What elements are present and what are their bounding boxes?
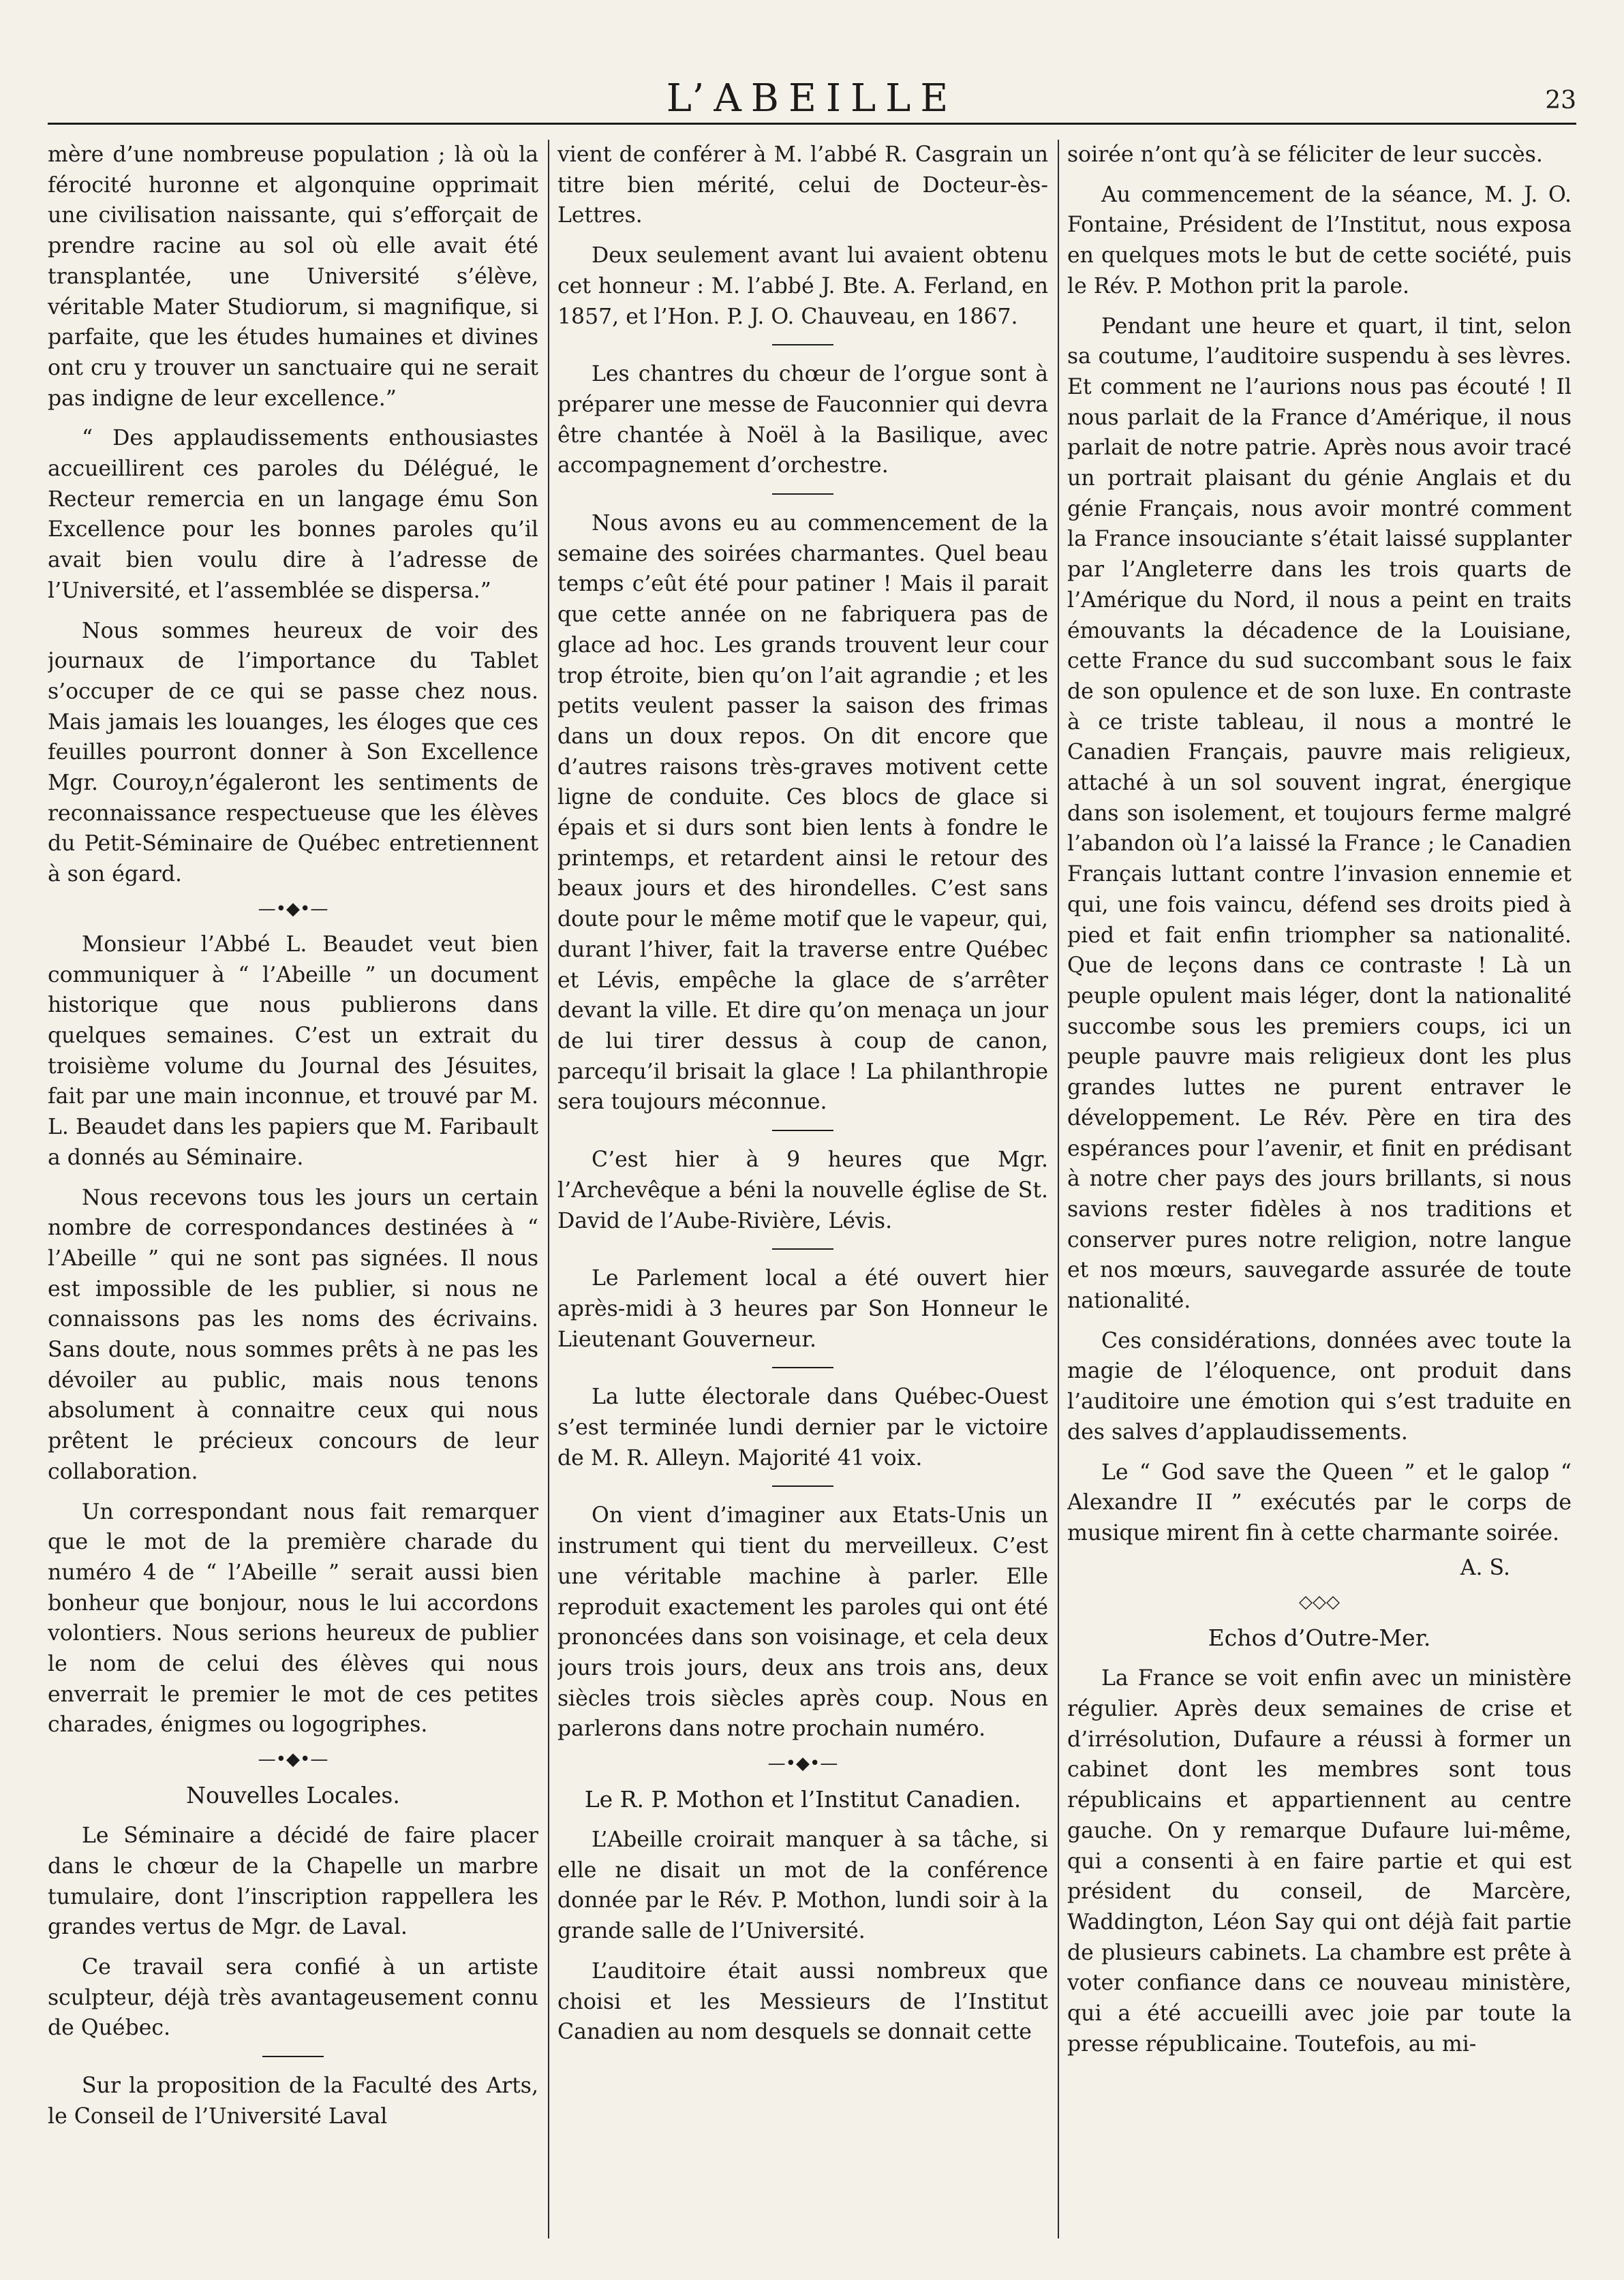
page-header [48, 75, 1576, 125]
paragraph: “ Des applaudissements enthousiastes accueillirent ces paroles du Délégué, le Recteur remercia en un langage ému Son Excellence pour les bonnes paroles qu’il avait bien voulu dire à l’adresse de l’Université, et l’assemblée se dispersa.” [48, 426, 538, 603]
separator-ornament: —•◆•— [258, 1749, 328, 1770]
column-3 [1067, 140, 1572, 2238]
paragraph: Le Séminaire a décidé de faire placer dans le chœur de la Chapelle un marbre tumulaire, dont l’inscription rappellera les grandes vertus de Mgr. de Laval. [48, 1823, 538, 1940]
paragraph: La lutte électorale dans Québec-Ouest s’est terminée lundi dernier par le victoire de M. R. Alleyn. Majorité 41 voix. [557, 1385, 1048, 1470]
section-heading: Echos d’Outre-Mer. [1208, 1624, 1431, 1652]
paragraph: Le “ God save the Queen ” et le galop “ Alexandre II ” exécutés par le corps de musique mirent fin à cette charmante soirée. [1067, 1460, 1572, 1545]
paragraph: Au commencement de la séance, M. J. O. Fontaine, Président de l’Institut, nous exposa en quelques mots le but de cette société, puis le Rév. P. Mothon prit la parole. [1067, 182, 1572, 298]
separator-rule [772, 1248, 833, 1250]
paragraph: soirée n’ont qu’à se féliciter de leur succès. [1067, 142, 1543, 167]
paragraph: La France se voit enfin avec un ministère régulier. Après deux semaines de crise et d’irrésolution, Dufaure a réussi à former un cabinet dont les membres sont tous républicains et appartiennent au centre gauche. On y remarque Dufaure lui-même, qui a consenti à en faire partie et qui est président du conseil, de Marcère, Waddington, Léon Say qui ont déjà fait partie de plusieurs cabinets. La chambre est prête à voter confiance dans ce nouveau ministère, qui a été accueilli avec joie par toute la presse républicaine. Toutefois, au mi- [1067, 1666, 1572, 2056]
paragraph: On vient d’imaginer aux Etats-Unis un instrument qui tient du merveilleux. C’est une véritable machine à parler. Elle reproduit exactement les paroles qui ont été prononcées dans son voisinage, et cela deux jours trois jours, deux ans trois ans, deux siècles trois siècles après coup. Nous en parlerons dans notre prochain numéro. [557, 1503, 1048, 1742]
separator-rule [772, 1367, 833, 1368]
paragraph: Deux seulement avant lui avaient obtenu cet honneur : M. l’abbé J. Bte. A. Ferland, en 1857, et l’Hon. P. J. O. Chauveau, en 1867. [557, 243, 1048, 329]
paragraph: Nous recevons tous les jours un certain nombre de correspondances destinées à “ l’Abeille ” qui ne sont pas signées. Il nous est impossible de les publier, si nous ne connaissons pas les noms des écrivains. Sans doute, nous sommes prêts à ne pas les dévoiler au public, mais nous tenons absolument à connaitre ceux qui nous prêtent le précieux concours de leur collaboration. [48, 1185, 538, 1484]
paragraph: Les chantres du chœur de l’orgue sont à préparer une messe de Fauconnier qui devra être chantée à Noël à la Basilique, avec accompagnement d’orchestre. [557, 362, 1048, 478]
column-rule [1058, 140, 1059, 2238]
paragraph: Le Parlement local a été ouvert hier après-midi à 3 heures par Son Honneur le Lieutenant Gouverneur. [557, 1266, 1048, 1352]
separator-rule [262, 2056, 324, 2057]
separator-ornament: —•◆•— [767, 1753, 838, 1774]
column-1 [48, 140, 538, 2238]
separator-ornament: ◇◇◇ [1299, 1592, 1340, 1613]
paragraph: Ces considérations, données avec toute la magie de l’éloquence, ont produit dans l’auditoire une émotion qui s’est traduite en des salves d’applaudissements. [1067, 1328, 1572, 1445]
page-number: 23 [1545, 87, 1576, 114]
paragraph: Nous avons eu au commencement de la semaine des soirées charmantes. Quel beau temps c’eût été pour patiner ! Mais il parait que cette année on ne fabriquera pas de glace ad hoc. Les grands trouvent leur cour trop étroite, bien qu’on l’ait agrandie ; et les petits veulent passer la saison des frimas dans un doux repos. On dit encore que d’autres raisons très-graves motivent cette ligne de conduite. Ces blocs de glace si épais et si durs sont bien lents à fondre le printemps, et retardent ainsi le retour des beaux jours et des hirondelles. C’est sans doute pour le même motif que le vapeur, qui, durant l’hiver, fait la traverse entre Québec et Lévis, empêche la glace de s’arrêter devant la ville. Et dire qu’on menaça un jour de lui tirer dessus à coup de canon, parcequ’il brisait la glace ! La philanthropie sera toujours méconnue. [557, 511, 1048, 1115]
section-heading: Le R. P. Mothon et l’Institut Canadien. [584, 1786, 1022, 1813]
separator-rule [772, 344, 833, 345]
separator-rule [772, 1130, 833, 1131]
section-heading: Nouvelles Locales. [186, 1782, 400, 1809]
separator-ornament: —•◆•— [258, 898, 328, 919]
paragraph: Sur la proposition de la Faculté des Arts, le Conseil de l’Université Laval [48, 2074, 538, 2129]
masthead-title: L’ABEILLE [666, 76, 958, 121]
column-2 [557, 140, 1048, 2238]
paragraph: L’Abeille croirait manquer à sa tâche, si elle ne disait un mot de la conférence donnée par le Rév. P. Mothon, lundi soir à la grande salle de l’Université. [557, 1828, 1048, 1944]
paragraph: Pendant une heure et quart, il tint, selon sa coutume, l’auditoire suspendu à ses lèvres. Et comment ne l’aurions nous pas écouté ! Il nous parlait de la France d’Amérique, il nous parlait de notre patrie. Après nous avoir tracé un portrait plaisant du génie Anglais et du génie Français, nous avoir montré comment la France insouciante s’était laissé supplanter par l’Angleterre dans les trois quarts de l’Amérique du Nord, il nous a peint en traits émouvants la décadence de la Louisiane, cette France du sud succombant sous le faix de son opulence et de son luxe. En contraste à ce triste tableau, il nous a montré le Canadien Français, pauvre mais religieux, attaché à un sol souvent ingrat, énergique dans son isolement, et toujours ferme malgré l’abandon où l’a laissé la France ; le Canadien Français luttant contre l’invasion ennemie et qui, une fois vaincu, défend ses droits pied à pied et fait enfin triompher sa nationalité. Que de leçons dans ce contraste ! Là un peuple opulent mais léger, dont la nationalité succombe sous les premiers coups, ici un peuple pauvre mais religieux dont les plus grandes luttes ne purent entraver le développement. Le Rév. Père en tira des espérances pour l’avenir, et finit en prédisant à notre cher pays des jours brillants, si nous savions rester fidèles à nos traditions et conserver pures notre religion, notre langue et nos mœurs, sauvegarde assurée de toute nationalité. [1067, 313, 1572, 1314]
paragraph: L’auditoire était aussi nombreux que choisi et les Messieurs de l’Institut Canadien au nom desquels se donnait cette [557, 1958, 1048, 2045]
separator-rule [772, 1485, 833, 1487]
paragraph: Un correspondant nous fait remarquer que le mot de la première charade du numéro 4 de “ l’Abeille ” serait aussi bien bonheur que bonjour, nous le lui accordons volontiers. Nous serions heureux de publier le nom de celui des élèves qui nous enverrait le premier le mot de ces petites charades, énigmes ou logogriphes. [48, 1499, 538, 1738]
separator-rule [772, 493, 833, 495]
paragraph: Nous sommes heureux de voir des journaux de l’importance du Tablet s’occuper de ce qui se passe chez nous. Mais jamais les louanges, les éloges que ces feuilles pourront donner à Son Excellence Mgr. Couroy,n’égaleront les sentiments de reconnaissance respectueuse que les élèves du Petit-Séminaire de Québec entretiennent à son égard. [48, 618, 538, 887]
paragraph: Ce travail sera confié à un artiste sculpteur, déjà très avantageusement connu de Québec. [48, 1954, 538, 2041]
paragraph: mère d’une nombreuse population ; là où la férocité huronne et algonquine opprimait une civilisation naissante, qui s’efforçait de prendre racine au sol où elle avait été transplantée, une Université s’élève, véritable Mater Studiorum, si magnifique, si parfaite, que les études humaines et divines ont cru y trouver un sanctuaire qui ne serait pas indigne de leur excellence.” [48, 142, 538, 411]
paragraph: C’est hier à 9 heures que Mgr. l’Archevêque a béni la nouvelle église de St. David de l’Aube-Rivière, Lévis. [557, 1147, 1048, 1233]
column-rule [548, 140, 549, 2238]
paragraph: Monsieur l’Abbé L. Beaudet veut bien communiquer à “ l’Abeille ” un document historique que nous publierons dans quelques semaines. C’est un extrait du troisième volume du Journal des Jésuites, fait par une main inconnue, et trouvé par M. L. Beaudet dans les papiers que M. Faribault a donnés au Séminaire. [48, 931, 538, 1170]
signature: A. S. [1460, 1555, 1510, 1580]
paragraph: vient de conférer à M. l’abbé R. Casgrain un titre bien mérité, celui de Docteur-ès-Lettres. [557, 142, 1048, 228]
